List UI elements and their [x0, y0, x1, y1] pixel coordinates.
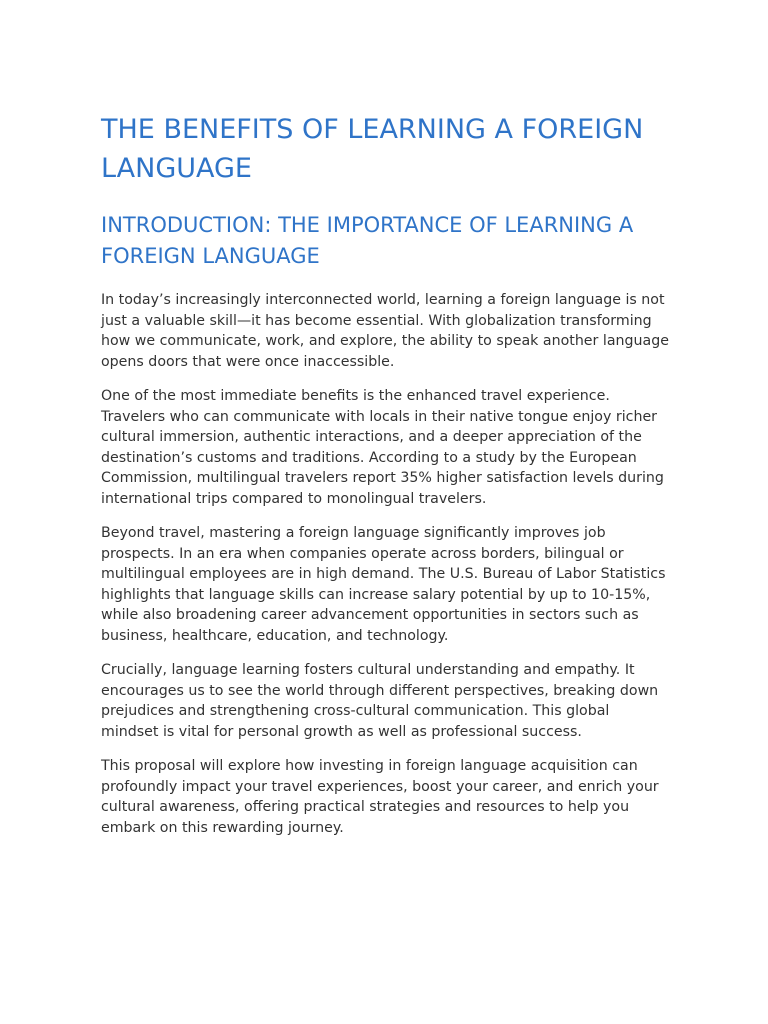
paragraph-career: Beyond travel, mastering a foreign language significantly improves job prospects. In an era when companies operate across borders, bilingual or multilingual employees are in high demand. The U.S. Bureau of Labor Statistics highlights that language skills can increase salary potential by up to 10-15%, while also broadening career advancement opportunities in sectors such as business, healthcare, education, and technology. — [101, 525, 666, 644]
paragraph-culture: Crucially, language learning fosters cultural understanding and empathy. It encourages us to see the world through different perspectives, breaking down prejudices and strengthening cross-cultural communication. This global mindset is vital for personal growth as well as professional success. — [101, 662, 659, 740]
document-title: THE BENEFITS OF LEARNING A FOREIGN LANGUAGE — [101, 114, 644, 184]
paragraph-proposal: This proposal will explore how investing in foreign language acquisition can profoundly impact your travel experiences, boost your career, and enrich your cultural awareness, offering practical strategies and resources to help you embark on this rewarding journey. — [101, 758, 659, 836]
section-heading: INTRODUCTION: THE IMPORTANCE OF LEARNING A FOREIGN LANGUAGE — [101, 213, 634, 268]
paragraph-travel: One of the most immediate benefits is the enhanced travel experience. Travelers who can communicate with locals in their native tongue enjoy richer cultural immersion, authentic interactions, and a deeper appreciation of the destination’s customs and traditions. According to a study by the European Commission, multilingual travelers report 35% higher satisfaction levels during international trips compared to monolingual travelers. — [101, 388, 664, 507]
document-page — [101, 110, 671, 852]
paragraph-intro: In today’s increasingly interconnected world, learning a foreign language is not just a valuable skill—it has become essential. With globalization transforming how we communicate, work, and explore, the ability to speak another language opens doors that were once inaccessible. — [101, 292, 669, 370]
